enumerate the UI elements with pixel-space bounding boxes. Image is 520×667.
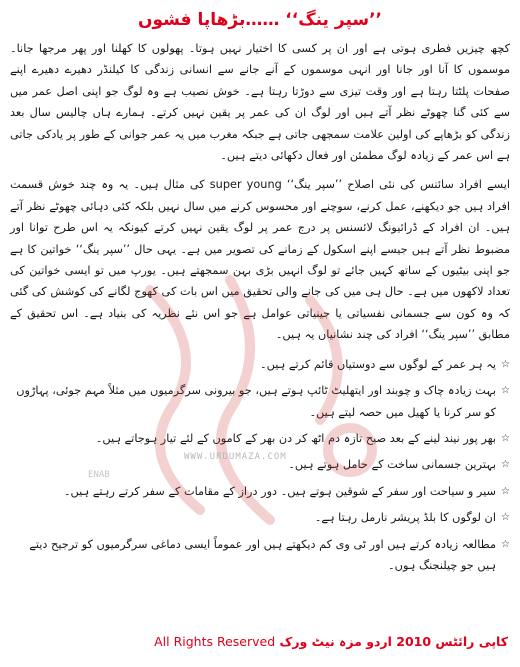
star-icon: ☆ <box>501 358 510 370</box>
list-item <box>10 507 510 528</box>
list-item <box>10 481 510 502</box>
list-item-text: بھر پور نیند لینے کے بعد صبح تازہ دم اٹھ کر دن بھر کے کاموں کے لئے تیار ہوجاتے ہیں۔ <box>95 431 496 445</box>
traits-list <box>10 354 510 577</box>
intro-paragraph: کچھ چیزیں فطری ہوتی ہے اور ان پر کسی کا اختیار نہیں ہوتا۔ پھولوں کا کھلنا اور پھر مرجھا جانا۔ موسموں کا آنا اور جانا اور انہی موسموں کے آنے جانے سے انسانی زندگی کا کیلنڈر دھیرے دھیرے اپنے صفحات پلٹتا رہتا ہے اور وقت تیزی سے دوڑتا رہتا ہے۔ خوش نصیب ہے وہ لوگ جو اپنی اصل عمر میں سے کئی گنا چھوٹے نظر آتے ہیں اور لوگ ان کی عمر پر یقین نہیں کرتے۔ ہمارے ہاں چالیس سال بعد زندگی کو بڑھاپے کی اولین علامت سمجھی جاتی ہے جبکہ مغرب میں یہ عمر جوانی کے طور پر یادکی جاتی ہے اس عمر کے زیادہ لوگ مطمئن اور فعال دکھائی دیتے ہیں۔ <box>10 42 510 163</box>
list-item <box>10 534 510 577</box>
list-item-text: بہت زیادہ چاک و چوبند اور ایتھلیٹ ٹائپ ہوتے ہیں، جو بیرونی سرگرمیوں میں مثلاً مہم جوئی، پہاڑوں کو سر کرنا یا کھیل میں حصہ لیتے ہیں۔ <box>16 384 496 419</box>
list-item-text: بہترین جسمانی ساخت کے حامل ہوتے ہیں۔ <box>288 458 496 472</box>
star-icon: ☆ <box>501 485 510 497</box>
star-icon: ☆ <box>501 432 510 444</box>
copyright-footer <box>154 634 508 649</box>
list-item <box>10 428 510 449</box>
super-young-paragraph: ایسے افراد سائنس کی نئی اصلاح ’’سپر ینگ‘‘ super young کی مثال ہیں۔ یہ وہ چند خوش قسمت افراد ہیں جو دیکھنے، عمل کرنے، سوچنے اور محسوس کرنے میں سال نہیں بلکہ کئی دہائی چھوٹے نظر آتے ہیں۔ ان افراد کے ڈرائیونگ لائسنس پر درج عمر پر لوگ یقین نہیں کرتے کیونکہ یہ اس طرح توانا اور مضبوط نظر آتے ہیں جیسے اپنے اسکول کے زمانے کی تصویر میں ہے۔ یہی حال ’’سپر ینگ‘‘ خواتین کا ہے جو اپنی بیٹیوں کے ساتھ کہیں جائے تو لوگ انہیں بڑی بہن سمجھتے ہیں۔ یورپ میں تو ایسی خواتین کی تعداد لاکھوں میں ہے۔ حال ہی میں کی جانے والی تحقیق میں اس بات کی کھوج لگانے کی کوشش کی گئی کہ وہ کون سے جسمانی نفسیاتی یا جینیاتی عوامل ہے جو اس نئے نظریہ کی بنیاد ہے۔ اس تحقیق کے مطابق ’’سپر ینگ‘‘ افراد کی چند نشانیاں یہ ہیں۔ <box>10 178 510 342</box>
star-icon: ☆ <box>501 459 510 471</box>
watermark-tag: ENAB <box>88 470 110 480</box>
list-item-text: ان لوگوں کا بلڈ پریشر نارمل رہتا ہے۔ <box>314 511 496 525</box>
copyright-urdu: کاپی رائٹس 2010 اردو مزہ نیٹ ورک <box>279 634 508 649</box>
star-icon: ☆ <box>501 385 510 397</box>
rights-reserved: All Rights Reserved <box>154 634 276 649</box>
star-icon: ☆ <box>501 538 510 550</box>
list-item-text: مطالعہ زیادہ کرتے ہیں اور ٹی وی کم دیکھتے ہیں اور عموماً ایسی دماغی سرگرمیوں کو ترجیح دیتے ہیں جو چیلنجنگ ہوں۔ <box>29 537 496 572</box>
list-item-text: سیر و سیاحت اور سفر کے شوقین ہوتے ہیں۔ دور دراز کے مقامات کے سفر کرتے رہتے ہیں۔ <box>63 484 496 498</box>
star-icon: ☆ <box>501 512 510 524</box>
list-item <box>10 354 510 375</box>
list-item <box>10 380 510 423</box>
watermark-url: WWW.URDUMAZA.COM <box>184 452 287 462</box>
article-title: ’’سپر ینگ‘‘ ……بڑھاپا فشوں <box>137 10 383 30</box>
list-item-text: یہ ہر عمر کے لوگوں سے دوستیاں قائم کرتے ہیں۔ <box>260 357 496 371</box>
